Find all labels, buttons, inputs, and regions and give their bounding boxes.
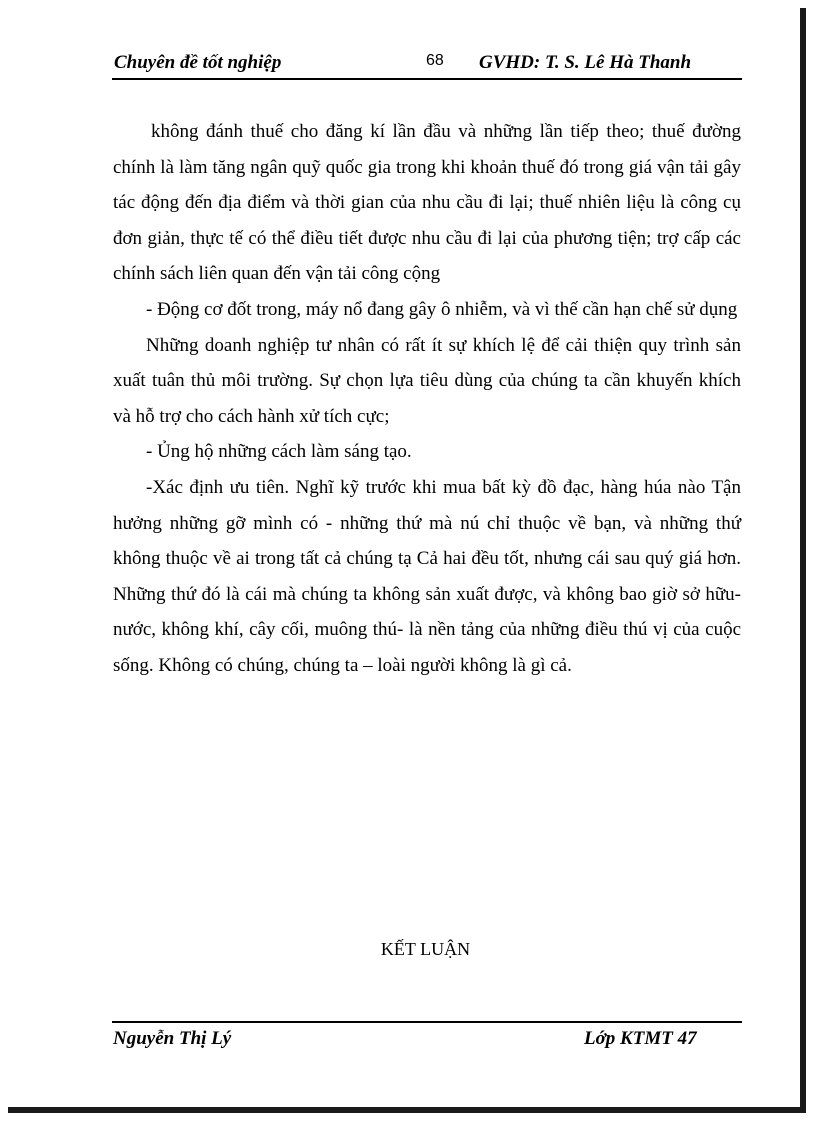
paragraph-private-enterprise: Những doanh nghiệp tư nhân có rất ít sự khích lệ để cải thiện quy trình sản xuất tuân thủ môi trường. Sự chọn lựa tiêu dùng của chúng ta cần khuyến khích và hỗ trợ cho cách hành xử tích cực; bbox=[113, 334, 741, 427]
body-text bbox=[113, 114, 741, 684]
header-document-type: Chuyên đề tốt nghiệp bbox=[114, 52, 282, 73]
paragraph-priorities: -Xác định ưu tiên. Nghĩ kỹ trước khi mua bất kỳ đồ đạc, hàng húa nào Tận hưởng những gỡ mình có - những thứ mà nú chỉ thuộc về bạn, và những thứ không thuộc về ai trong tất cả chúng tạ Cả hai đều tốt, nhưng cái sau quý giá hơn. Những thứ đó là cái mà chúng ta không sản xuất được, và không bao giờ sở hữu- nước, không khí, cây cối, muông thú- là nền tảng của những điều thú vị của cuộc sống. Không có chúng, chúng ta – loài người không là gì cả. bbox=[113, 476, 741, 676]
conclusion-heading: KẾT LUẬN bbox=[380, 939, 471, 959]
footer-divider bbox=[112, 1021, 742, 1023]
paragraph-engine-pollution: - Động cơ đốt trong, máy nổ đang gây ô nhiễm, và vì thế cần hạn chế sử dụng bbox=[146, 298, 738, 320]
page-shadow-bottom bbox=[8, 1107, 806, 1113]
page-header bbox=[112, 50, 742, 80]
paragraph-transport-tax: không đánh thuế cho đăng kí lần đầu và những lần tiếp theo; thuế đường chính là làm tăng ngân quỹ quốc gia trong khi khoản thuế đó trong giá vận tải gây tác động đến địa điểm và thời gian của nhu cầu đi lại; thuế nhiên liệu là công cụ đơn giản, thực tế có thể điều tiết được nhu cầu đi lại của phương tiện; trợ cấp các chính sách liên quan đến vận tải công cộng bbox=[113, 121, 741, 285]
footer-class: Lớp KTMT 47 bbox=[584, 1028, 697, 1049]
page-number: 68 bbox=[426, 52, 444, 69]
header-supervisor: GVHD: T. S. Lê Hà Thanh bbox=[479, 52, 692, 73]
footer-author: Nguyễn Thị Lý bbox=[113, 1028, 232, 1049]
paragraph-support-creativity: - Ủng hộ những cách làm sáng tạo. bbox=[146, 441, 412, 463]
